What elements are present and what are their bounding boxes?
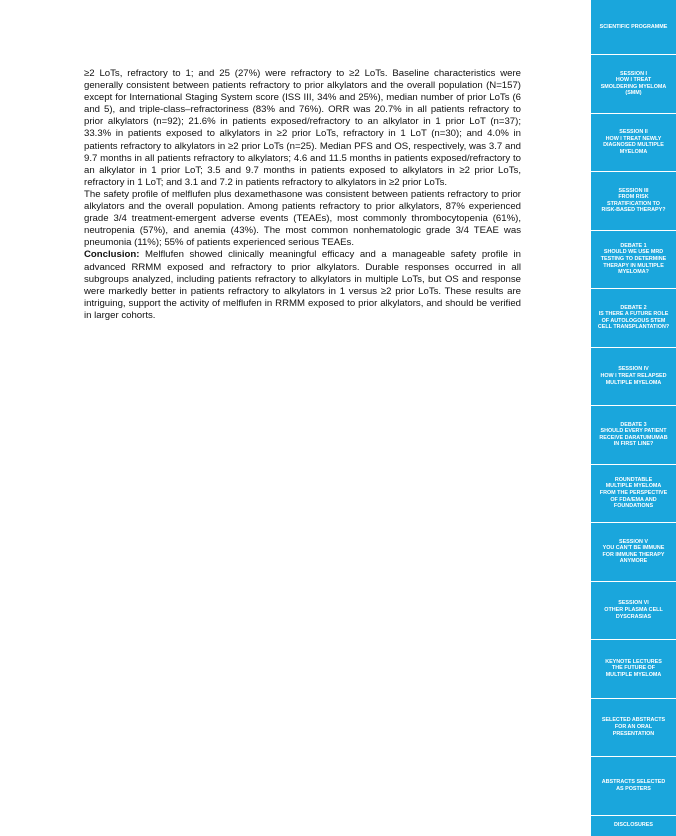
nav-label: SESSION IV HOW I TREAT RELAPSED MULTIPLE MYELOMA (600, 366, 667, 386)
nav-session-5[interactable] (591, 523, 676, 582)
nav-session-4[interactable] (591, 348, 676, 407)
nav-label: DEBATE 3 SHOULD EVERY PATIENT RECEIVE DARATUMUMAB IN FIRST LINE? (599, 421, 668, 448)
nav-keynote-lectures[interactable] (591, 640, 676, 699)
nav-label: DEBATE 1 SHOULD WE USE MRD TESTING TO DETERMINE THERAPY IN MULTIPLE MYELOMA? (600, 242, 667, 276)
nav-label: DISCLOSURES (614, 822, 653, 829)
abstract-body (84, 68, 521, 322)
results-paragraph: ≥2 LoTs, refractory to 1; and 25 (27%) were refractory to ≥2 LoTs. Baseline characteristics were generally consistent between patients refractory to prior alkylators and the overall population (N=157) except for International Staging System score (ISS III, 34% and 25%), median number of prior LoTs (6 and 5), and triple-class–refractoriness (83% and 76%). ORR was 20.7% in all patients refractory to prior alkylators (n=92); 21.6% in patients exposed/refractory to an alkylator in 1 prior LoT (n=37); 33.3% in patients exposed to alkylators in ≥2 prior LoTs, refractory in 1 LoT (n=30); and 4.0% in patients refractory to alkylators in ≥2 prior LoTs (n=25). Median PFS and OS, respectively, was 3.7 and 9.7 months in all patients refractory to alkylators; 4.6 and 11.5 months in patients exposed/refractory to an alkylator in 1 prior LoT; 3.5 and 9.7 months in patients exposed to alkylators in ≥2 prior LoTs, refractory in 1 LoT; and 3.1 and 7.2 in patients refractory to alkylators in ≥2 prior LoTs. (84, 68, 521, 188)
nav-session-3[interactable] (591, 172, 676, 231)
nav-label: SESSION VI OTHER PLASMA CELL DYSCRASIAS (604, 600, 663, 620)
nav-label: SESSION II HOW I TREAT NEWLY DIAGNOSED MULTIPLE MYELOMA (603, 129, 664, 155)
nav-debate-1[interactable] (591, 231, 676, 290)
section-nav-sidebar (591, 0, 676, 836)
nav-label: ABSTRACTS SELECTED AS POSTERS (601, 779, 666, 792)
safety-paragraph: The safety profile of melflufen plus dexamethasone was consistent between patients refractory to prior alkylators and the overall population. Among patients refractory to prior alkylators, 87% experienced grade 3/4 treatment-emergent adverse events (TEAEs), most commonly thrombocytopenia (61%), neutropenia (57%), and anemia (43%). The most common nonhematologic grade 3/4 TEAE was pneumonia (11%); 55% of patients experienced serious TEAEs. (84, 188, 521, 249)
nav-label: KEYNOTE LECTURES THE FUTURE OF MULTIPLE MYELOMA (605, 658, 662, 679)
nav-label: SESSION V YOU CAN'T BE IMMUNE FOR IMMUNE THERAPY ANYMORE (602, 538, 665, 565)
nav-roundtable[interactable] (591, 465, 676, 524)
conclusion-paragraph (84, 249, 521, 322)
nav-label: ROUNDTABLE MULTIPLE MYELOMA FROM THE PERSPECTIVE OF FDA/EMA AND FOUNDATIONS (599, 476, 668, 510)
nav-disclosures[interactable] (591, 816, 676, 836)
nav-label: SESSION I HOW I TREAT SMOLDERING MYELOMA (SMM) (600, 70, 667, 97)
nav-session-6[interactable] (591, 582, 676, 641)
nav-label: SESSION III FROM RISK STRATIFICATION TO RISK-BASED THERAPY? (601, 187, 666, 214)
nav-selected-abstracts-oral[interactable] (591, 699, 676, 758)
nav-label: SCIENTIFIC PROGRAMME (599, 23, 668, 30)
nav-label: SELECTED ABSTRACTS FOR AN ORAL PRESENTATION (601, 717, 666, 737)
nav-debate-2[interactable] (591, 289, 676, 348)
nav-label: DEBATE 2 IS THERE A FUTURE ROLE OF AUTOLOGOUS STEM CELL TRANSPLANTATION? (597, 304, 670, 331)
conclusion-label: Conclusion: (84, 249, 140, 261)
nav-debate-3[interactable] (591, 406, 676, 465)
nav-abstracts-posters[interactable] (591, 757, 676, 816)
conclusion-text: Melflufen showed clinically meaningful efficacy and a manageable safety profile in advanced RRMM exposed and refractory to prior alkylators. Durable responses occurred in all subgroups analyzed, including patients refractory to alkylators in multiple LoTs, but OS and response were markedly better in patients refractory to alkylators in 1 versus ≥2 prior LoTs. These results are intriguing, support the activity of melflufen in RRMM exposed to prior alkylators, and should be verified in larger cohorts. (84, 249, 521, 321)
nav-session-1[interactable] (591, 55, 676, 114)
nav-session-2[interactable] (591, 114, 676, 173)
nav-scientific-programme[interactable] (591, 0, 676, 55)
